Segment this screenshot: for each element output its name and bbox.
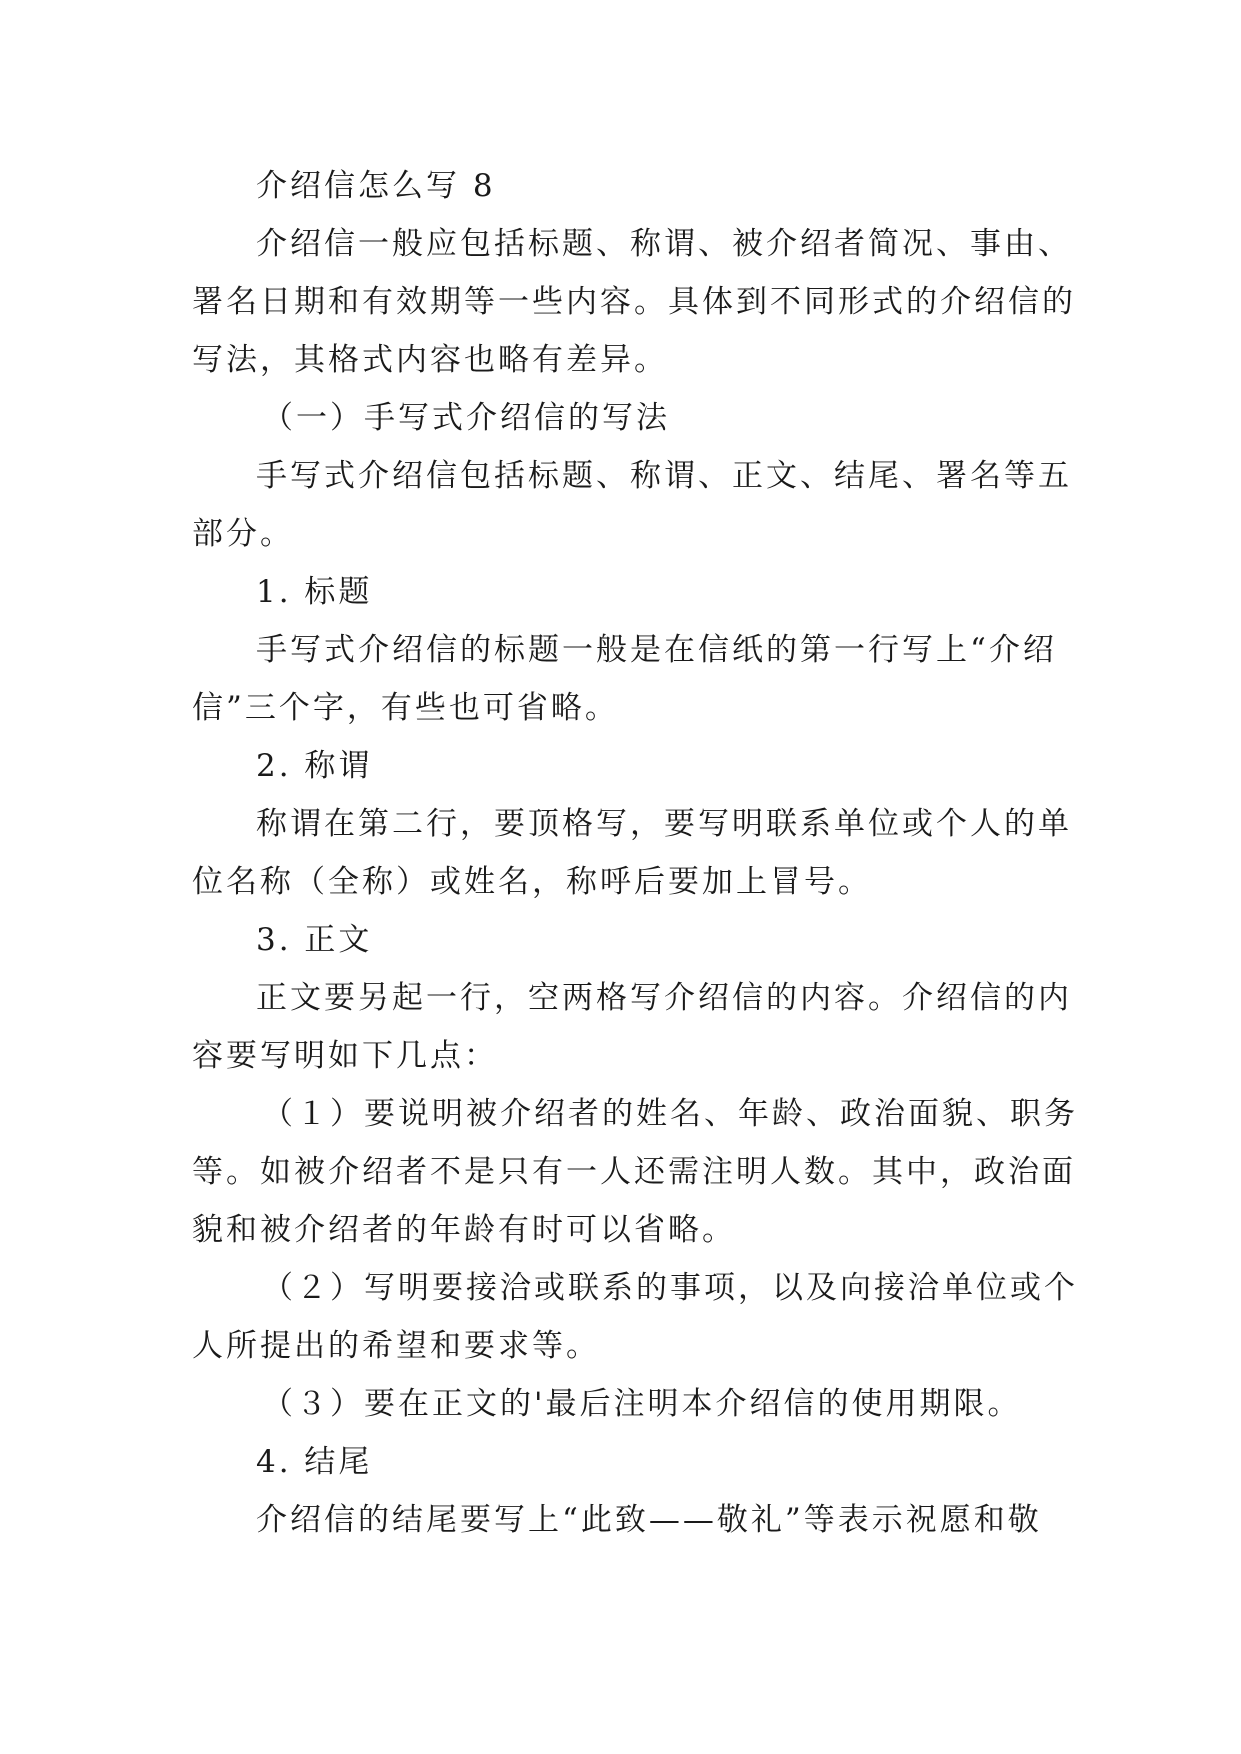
paragraph-line: 容要写明如下几点： [192,1038,498,1074]
paragraph-line: 人所提出的希望和要求等。 [192,1328,600,1364]
item-heading: 2. 称谓 [256,748,373,784]
paragraph-line: 部分。 [192,516,294,552]
paragraph-line: 信”三个字，有些也可省略。 [192,690,619,726]
subsection-heading: （一）手写式介绍信的写法 [262,400,670,436]
item-heading: 3. 正文 [256,922,373,958]
paragraph-line: 貌和被介绍者的年龄有时可以省略。 [192,1212,736,1248]
paragraph-line: 称谓在第二行，要顶格写，要写明联系单位或个人的单 [256,806,1072,842]
paragraph-line: 手写式介绍信包括标题、称谓、正文、结尾、署名等五 [256,458,1072,494]
item-heading: 1. 标题 [256,574,373,610]
list-item-line: （３）要在正文的'最后注明本介绍信的使用期限。 [262,1386,1022,1422]
list-item-line: （１）要说明被介绍者的姓名、年龄、政治面貌、职务 [262,1096,1078,1132]
item-heading: 4. 结尾 [256,1444,373,1480]
paragraph-line: 写法，其格式内容也略有差异。 [192,342,668,378]
section-heading: 介绍信怎么写 8 [256,168,496,204]
paragraph-line: 手写式介绍信的标题一般是在信纸的第一行写上“介绍 [256,632,1057,668]
paragraph-line: 等。如被介绍者不是只有一人还需注明人数。其中，政治面 [192,1154,1076,1190]
paragraph-line: 介绍信的结尾要写上“此致——敬礼”等表示祝愿和敬 [256,1502,1042,1538]
paragraph-line: 位名称（全称）或姓名，称呼后要加上冒号。 [192,864,872,900]
list-item-line: （２）写明要接洽或联系的事项，以及向接洽单位或个 [262,1270,1078,1306]
paragraph-line: 介绍信一般应包括标题、称谓、被介绍者简况、事由、 [256,226,1072,262]
paragraph-line: 正文要另起一行，空两格写介绍信的内容。介绍信的内 [256,980,1072,1016]
paragraph-line: 署名日期和有效期等一些内容。具体到不同形式的介绍信的 [192,284,1076,320]
